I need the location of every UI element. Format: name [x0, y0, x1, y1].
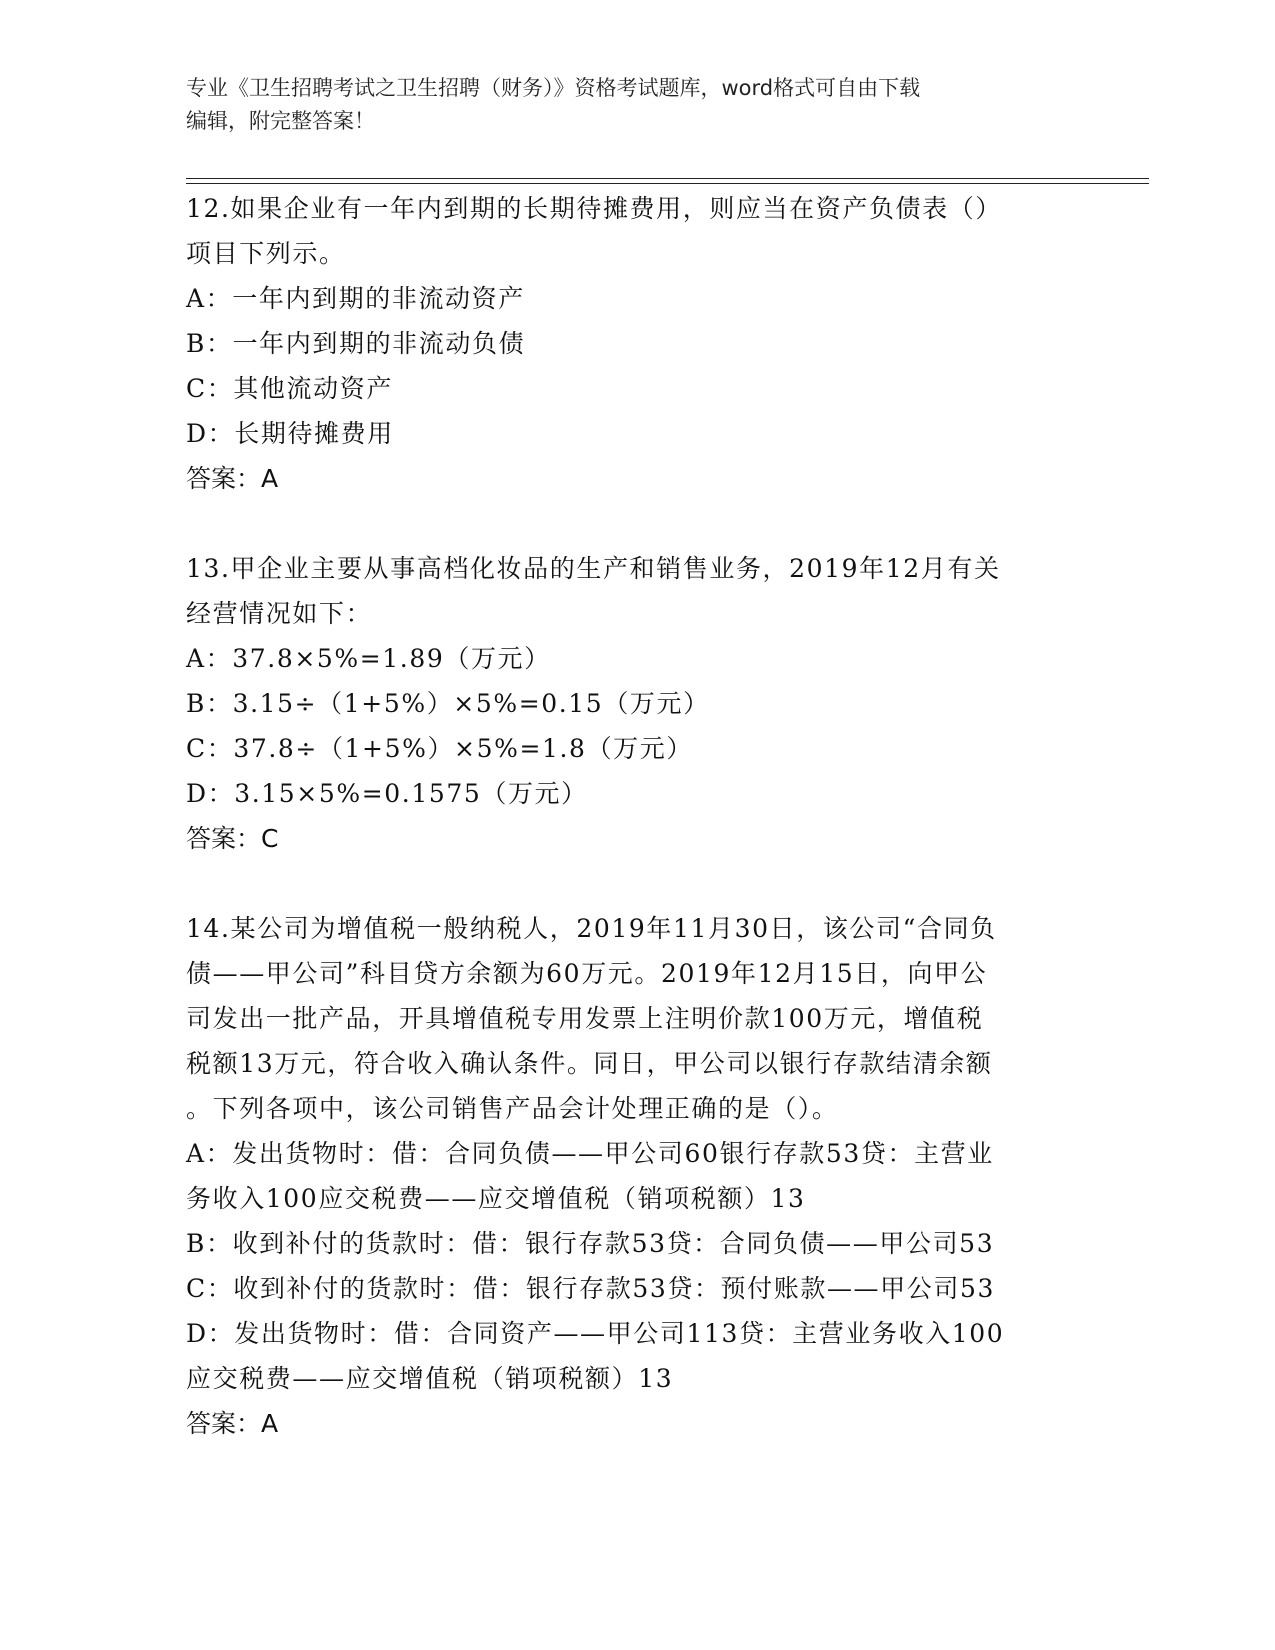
answer-line: 答案：C [186, 824, 279, 853]
question-stem-line: 12.如果企业有一年内到期的长期待摊费用，则应当在资产负债表（） [186, 194, 1002, 223]
question-stem-line: 。下列各项中，该公司销售产品会计处理正确的是（）。 [186, 1094, 839, 1123]
question-stem-line: 司发出一批产品，开具增值税专用发票上注明价款100万元，增值税 [186, 1004, 984, 1033]
header-divider-bottom [186, 183, 1149, 184]
question-14 [186, 906, 1086, 1446]
header-line-1: 专业《卫生招聘考试之卫生招聘（财务）》资格考试题库，word格式可自由下载 [186, 76, 921, 100]
option-a: A：37.8×5%=1.89（万元） [186, 644, 551, 673]
option-c: C：收到补付的货款时：借：银行存款53贷：预付账款——甲公司53 [186, 1274, 995, 1303]
question-stem-line: 项目下列示。 [186, 239, 346, 268]
question-stem-line: 债——甲公司”科目贷方余额为60万元。2019年12月15日，向甲公 [186, 959, 988, 988]
question-list [186, 186, 1086, 1446]
question-stem-line: 经营情况如下： [186, 599, 373, 628]
option-b: B：3.15÷（1+5%）×5%=0.15（万元） [186, 689, 710, 718]
header-divider-top [186, 178, 1149, 179]
document-header [186, 72, 1086, 138]
question-stem-line: 13.甲企业主要从事高档化妆品的生产和销售业务，2019年12月有关 [186, 554, 1001, 583]
answer-line: 答案：A [186, 464, 279, 493]
answer-line: 答案：A [186, 1409, 279, 1438]
option-a-continued: 务收入100应交税费——应交增值税（销项税额）13 [186, 1184, 806, 1213]
option-b: B：收到补付的货款时：借：银行存款53贷：合同负债——甲公司53 [186, 1229, 995, 1258]
option-a: A：一年内到期的非流动资产 [186, 284, 525, 313]
option-c: C：其他流动资产 [186, 374, 393, 403]
question-stem-line: 14.某公司为增值税一般纳税人，2019年11月30日，该公司“合同负 [186, 914, 997, 943]
option-d-continued: 应交税费——应交增值税（销项税额）13 [186, 1364, 674, 1393]
option-d: D：发出货物时：借：合同资产——甲公司113贷：主营业务收入100 [186, 1319, 1005, 1348]
question-spacer [186, 861, 1086, 906]
option-d: D：长期待摊费用 [186, 419, 394, 448]
option-c: C：37.8÷（1+5%）×5%=1.8（万元） [186, 734, 693, 763]
header-line-2: 编辑，附完整答案！ [186, 109, 375, 133]
option-d: D：3.15×5%=0.1575（万元） [186, 779, 588, 808]
option-a: A：发出货物时：借：合同负债——甲公司60银行存款53贷：主营业 [186, 1139, 994, 1168]
question-stem-line: 税额13万元，符合收入确认条件。同日，甲公司以银行存款结清余额 [186, 1049, 993, 1078]
question-13 [186, 546, 1086, 861]
option-b: B：一年内到期的非流动负债 [186, 329, 526, 358]
question-spacer [186, 501, 1086, 546]
question-12 [186, 186, 1086, 501]
